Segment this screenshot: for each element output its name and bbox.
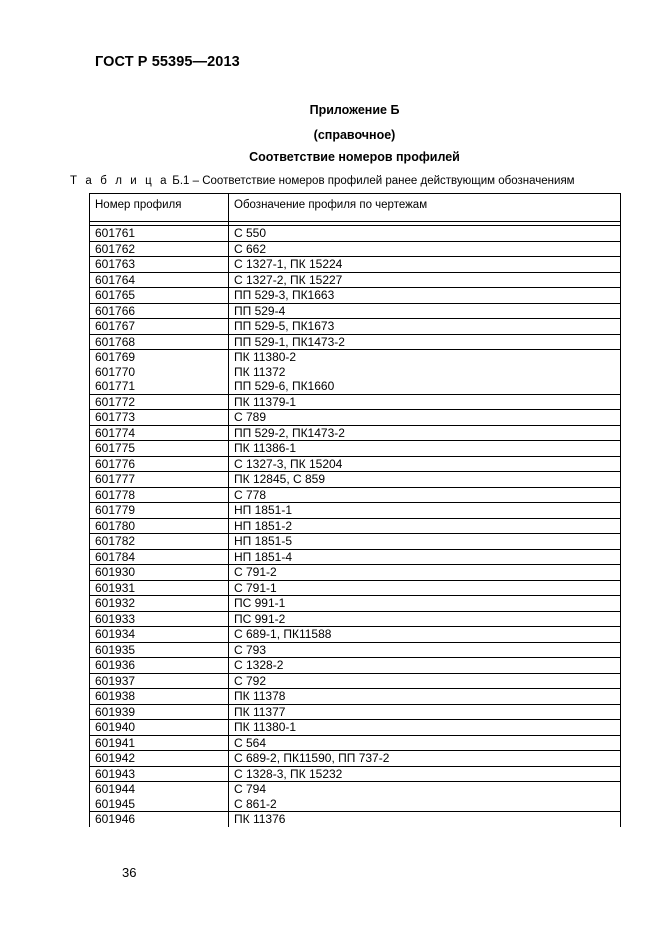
profile-number-cell: 601770 (90, 365, 229, 380)
table-row (90, 242, 620, 258)
table-row (90, 767, 620, 783)
profile-designation-cell: С 778 (234, 487, 267, 502)
profile-number-cell: 601766 (90, 304, 229, 319)
table-row (90, 550, 620, 566)
profile-designation-cell: С 1328-2 (234, 658, 284, 672)
profile-number-cell: 601777 (90, 472, 229, 487)
table-row (90, 736, 620, 752)
profile-number-cell: 601763 (90, 257, 229, 272)
profile-designation-cell: ПП 529-5, ПК1673 (234, 319, 335, 333)
appendix-note: (справочное) (313, 128, 396, 142)
profile-number-cell: 601773 (90, 410, 229, 425)
profile-designation-cell: С 1327-3, ПК 15204 (234, 456, 343, 471)
profile-number-cell: 601775 (90, 441, 229, 456)
column-header-number: Номер профиля (90, 194, 229, 221)
profile-number-cell: 601939 (90, 705, 229, 720)
table-row (90, 565, 620, 581)
profile-designation-cell: ПК 11386-1 (234, 441, 297, 455)
profile-designation-cell: С 564 (234, 735, 267, 750)
profile-designation-cell: ПК 12845, С 859 (234, 472, 326, 486)
table-row (90, 288, 620, 304)
table-row (90, 812, 620, 827)
profile-designation-cell: ПП 529-4 (234, 303, 286, 318)
profile-number-cell: 601930 (90, 565, 229, 580)
profile-number-cell: 601780 (90, 519, 229, 534)
table-row (90, 612, 620, 628)
page-number: 36 (122, 865, 137, 880)
table-row (90, 782, 620, 797)
table-row (90, 643, 620, 659)
table-row (90, 319, 620, 335)
profile-number-cell: 601782 (90, 534, 229, 549)
table-row (90, 627, 620, 643)
profile-designation-cell: С 662 (234, 241, 267, 256)
profile-designation-cell: ПК 11372 (234, 364, 286, 379)
profile-number-cell: 601941 (90, 736, 229, 751)
profile-table (89, 193, 621, 827)
table-caption-prefix: Т а б л и ц а (70, 175, 170, 187)
table-row (90, 335, 620, 351)
profile-designation-cell: ПС 991-2 (234, 611, 286, 626)
profile-designation-cell: ПК 11380-2 (234, 350, 297, 364)
profile-designation-cell: С 789 (234, 410, 267, 424)
profile-designation-cell: С 1328-3, ПК 15232 (234, 766, 343, 781)
table-row (90, 304, 620, 320)
profile-designation-cell: С 689-1, ПК11588 (234, 627, 332, 641)
profile-designation-cell: НП 1851-2 (234, 518, 292, 533)
table-row (90, 658, 620, 674)
profile-number-cell: 601779 (90, 503, 229, 518)
appendix-heading: Соответствие номеров профилей (249, 150, 460, 164)
table-row (90, 426, 620, 442)
profile-designation-cell: ПК 11380-1 (234, 720, 297, 734)
profile-designation-cell: С 792 (234, 673, 267, 688)
document-header: ГОСТ Р 55395—2013 (95, 54, 240, 70)
table-row (90, 441, 620, 457)
profile-number-cell: 601764 (90, 273, 229, 288)
profile-number-cell: 601943 (90, 767, 229, 782)
profile-number-cell: 601934 (90, 627, 229, 642)
profile-designation-cell: С 791-1 (234, 580, 277, 595)
profile-number-cell: 601776 (90, 457, 229, 472)
table-row (90, 689, 620, 705)
table-row (90, 705, 620, 721)
profile-designation-cell: С 550 (234, 226, 267, 240)
table-row (90, 488, 620, 504)
profile-number-cell: 601774 (90, 426, 229, 441)
profile-designation-cell: НП 1851-5 (234, 534, 292, 548)
profile-number-cell: 601946 (90, 812, 229, 827)
table-row (90, 503, 620, 519)
table-row (90, 751, 620, 767)
profile-designation-cell: С 794 (234, 782, 267, 796)
profile-number-cell: 601945 (90, 797, 229, 812)
profile-number-cell: 601769 (90, 350, 229, 365)
table-row (90, 720, 620, 736)
table-row (90, 350, 620, 365)
profile-designation-cell: С 1327-1, ПК 15224 (234, 257, 343, 271)
table-row (90, 457, 620, 473)
profile-designation-cell: С 791-2 (234, 565, 277, 579)
profile-number-cell: 601942 (90, 751, 229, 766)
profile-number-cell: 601761 (90, 226, 229, 241)
profile-designation-cell: ПК 11378 (234, 689, 286, 703)
table-row (90, 395, 620, 411)
profile-number-cell: 601784 (90, 550, 229, 565)
table-row (90, 519, 620, 535)
table-caption-text: Б.1 – Соответствие номеров профилей ранее действующим обозначениям (169, 175, 575, 187)
appendix-title: Приложение Б (309, 103, 400, 117)
profile-number-cell: 601768 (90, 335, 229, 350)
table-row (90, 534, 620, 550)
profile-number-cell: 601765 (90, 288, 229, 303)
table-row (90, 257, 620, 273)
profile-number-cell: 601933 (90, 612, 229, 627)
profile-designation-cell: С 689-2, ПК11590, ПП 737-2 (234, 751, 390, 765)
profile-designation-cell: ПП 529-3, ПК1663 (234, 288, 335, 302)
profile-number-cell: 601767 (90, 319, 229, 334)
table-body (89, 226, 621, 827)
table-header-row (89, 194, 621, 222)
table-caption (70, 175, 575, 187)
column-header-designation: Обозначение профиля по чертежам (234, 199, 428, 211)
profile-designation-cell: С 1327-2, ПК 15227 (234, 272, 343, 287)
table-row (90, 596, 620, 612)
profile-designation-cell: ПП 529-1, ПК1473-2 (234, 334, 345, 349)
profile-number-cell: 601932 (90, 596, 229, 611)
profile-designation-cell: С 793 (234, 642, 267, 657)
table-row (90, 581, 620, 597)
profile-number-cell: 601937 (90, 674, 229, 689)
profile-designation-cell: ПК 11377 (234, 704, 286, 719)
profile-number-cell: 601762 (90, 242, 229, 257)
profile-number-cell: 601944 (90, 782, 229, 797)
profile-number-cell: 601935 (90, 643, 229, 658)
profile-designation-cell: ПК 11376 (234, 812, 286, 826)
profile-number-cell: 601771 (90, 379, 229, 394)
profile-designation-cell: С 861-2 (234, 796, 277, 811)
profile-number-cell: 601778 (90, 488, 229, 503)
profile-designation-cell: ПС 991-1 (234, 596, 286, 610)
table-row (90, 674, 620, 690)
table-row (90, 226, 620, 242)
table-row (90, 379, 620, 395)
table-row (90, 365, 620, 380)
profile-designation-cell: ПП 529-2, ПК1473-2 (234, 425, 345, 440)
table-row (90, 410, 620, 426)
table-row (90, 797, 620, 813)
profile-designation-cell: ПП 529-6, ПК1660 (234, 379, 335, 393)
table-row (90, 273, 620, 289)
profile-number-cell: 601931 (90, 581, 229, 596)
table-row (90, 472, 620, 488)
profile-designation-cell: НП 1851-4 (234, 549, 292, 564)
profile-number-cell: 601772 (90, 395, 229, 410)
profile-designation-cell: ПК 11379-1 (234, 394, 297, 409)
profile-number-cell: 601936 (90, 658, 229, 673)
profile-number-cell: 601938 (90, 689, 229, 704)
profile-designation-cell: НП 1851-1 (234, 503, 292, 517)
profile-number-cell: 601940 (90, 720, 229, 735)
